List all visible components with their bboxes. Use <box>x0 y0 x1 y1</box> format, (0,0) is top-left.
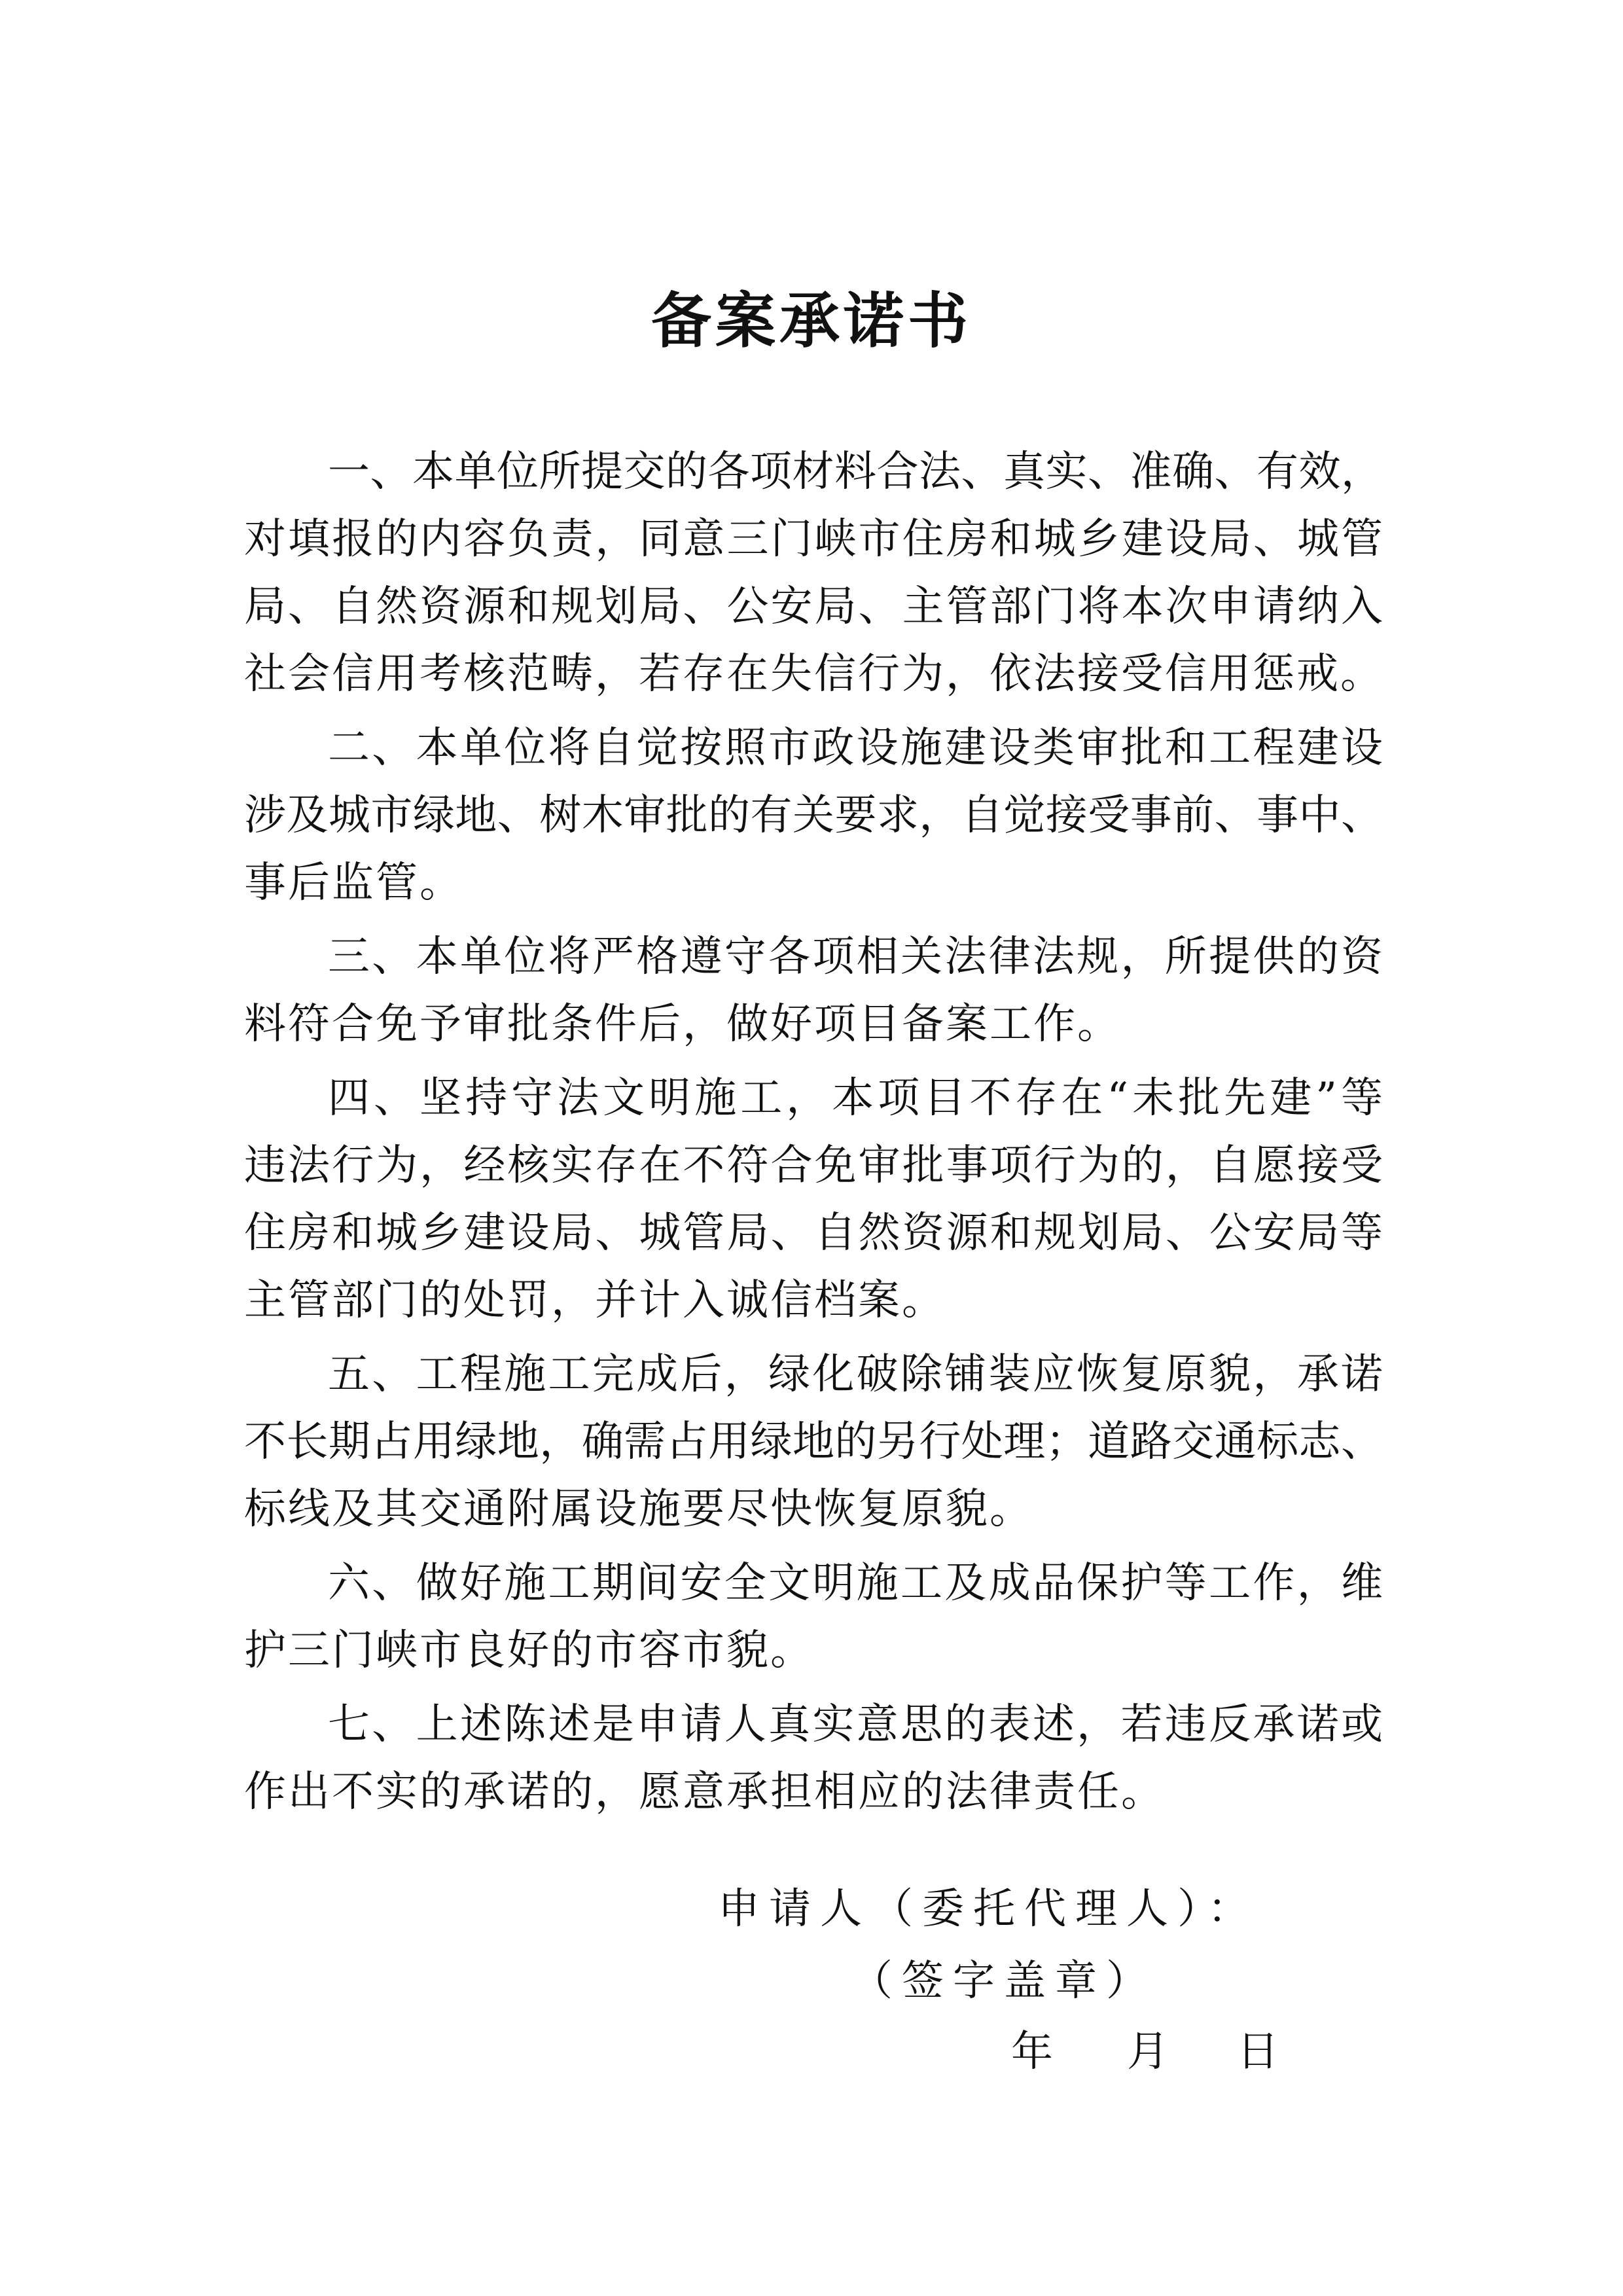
paragraph <box>244 439 1383 708</box>
paragraph <box>244 1341 1383 1543</box>
document-body <box>244 439 1383 1833</box>
applicant-label: 申请人（委托代理人）： <box>718 1885 1258 1933</box>
document-title: 备案承诺书 <box>651 285 972 356</box>
paragraph-line: 六、做好施工期间安全文明施工及成品保护等工作，维 <box>328 1559 1383 1607</box>
paragraph-line: 四、坚持守法文明施工，本项目不存在“未批先建”等 <box>328 1074 1383 1122</box>
paragraph-line: 标线及其交通附属设施要尽快恢复原貌。 <box>244 1485 1033 1534</box>
paragraph-line: 料符合免予审批条件后，做好项目备案工作。 <box>244 1000 1121 1049</box>
paragraph-line: 对填报的内容负责，同意三门峡市住房和城乡建设局、城管 <box>244 515 1383 564</box>
date-year: 年 <box>1011 2028 1053 2076</box>
paragraph <box>244 1065 1383 1335</box>
paragraph-line: 一、本单位所提交的各项材料合法、真实、准确、有效， <box>328 448 1383 496</box>
paragraph-line: 局、自然资源和规划局、公安局、主管部门将本次申请纳入 <box>244 583 1383 631</box>
paragraph-line: 主管部门的处罚，并计入诚信档案。 <box>244 1276 946 1325</box>
paragraph-line: 事后监管。 <box>244 859 463 907</box>
date-day: 日 <box>1237 2028 1279 2076</box>
paragraph-line: 不长期占用绿地，确需占用绿地的另行处理；道路交通标志、 <box>244 1418 1383 1466</box>
paragraph-line: 违法行为，经核实存在不符合免审批事项行为的，自愿接受 <box>244 1141 1383 1190</box>
paragraph-line: 涉及城市绿地、树木审批的有关要求，自觉接受事前、事中、 <box>244 791 1383 840</box>
paragraph <box>244 1550 1383 1685</box>
date-month: 月 <box>1127 2028 1169 2076</box>
paragraph <box>244 715 1383 917</box>
paragraph <box>244 924 1383 1058</box>
paragraph <box>244 1691 1383 1826</box>
paragraph-line: 护三门峡市良好的市容市貌。 <box>244 1626 814 1675</box>
paragraph-line: 三、本单位将严格遵守各项相关法律法规，所提供的资 <box>328 933 1383 981</box>
sign-note: （签字盖章） <box>851 1957 1157 2005</box>
paragraph-line: 社会信用考核范畴，若存在失信行为，依法接受信用惩戒。 <box>244 650 1384 698</box>
paragraph-line: 二、本单位将自觉按照市政设施建设类审批和工程建设 <box>328 724 1383 772</box>
paragraph-line: 五、工程施工完成后，绿化破除铺装应恢复原貌，承诺 <box>328 1350 1383 1399</box>
paragraph-line: 七、上述陈述是申请人真实意思的表述，若违反承诺或 <box>328 1700 1383 1749</box>
paragraph-line: 住房和城乡建设局、城管局、自然资源和规划局、公安局等 <box>244 1209 1383 1257</box>
paragraph-line: 作出不实的承诺的，愿意承担相应的法律责任。 <box>244 1768 1165 1816</box>
